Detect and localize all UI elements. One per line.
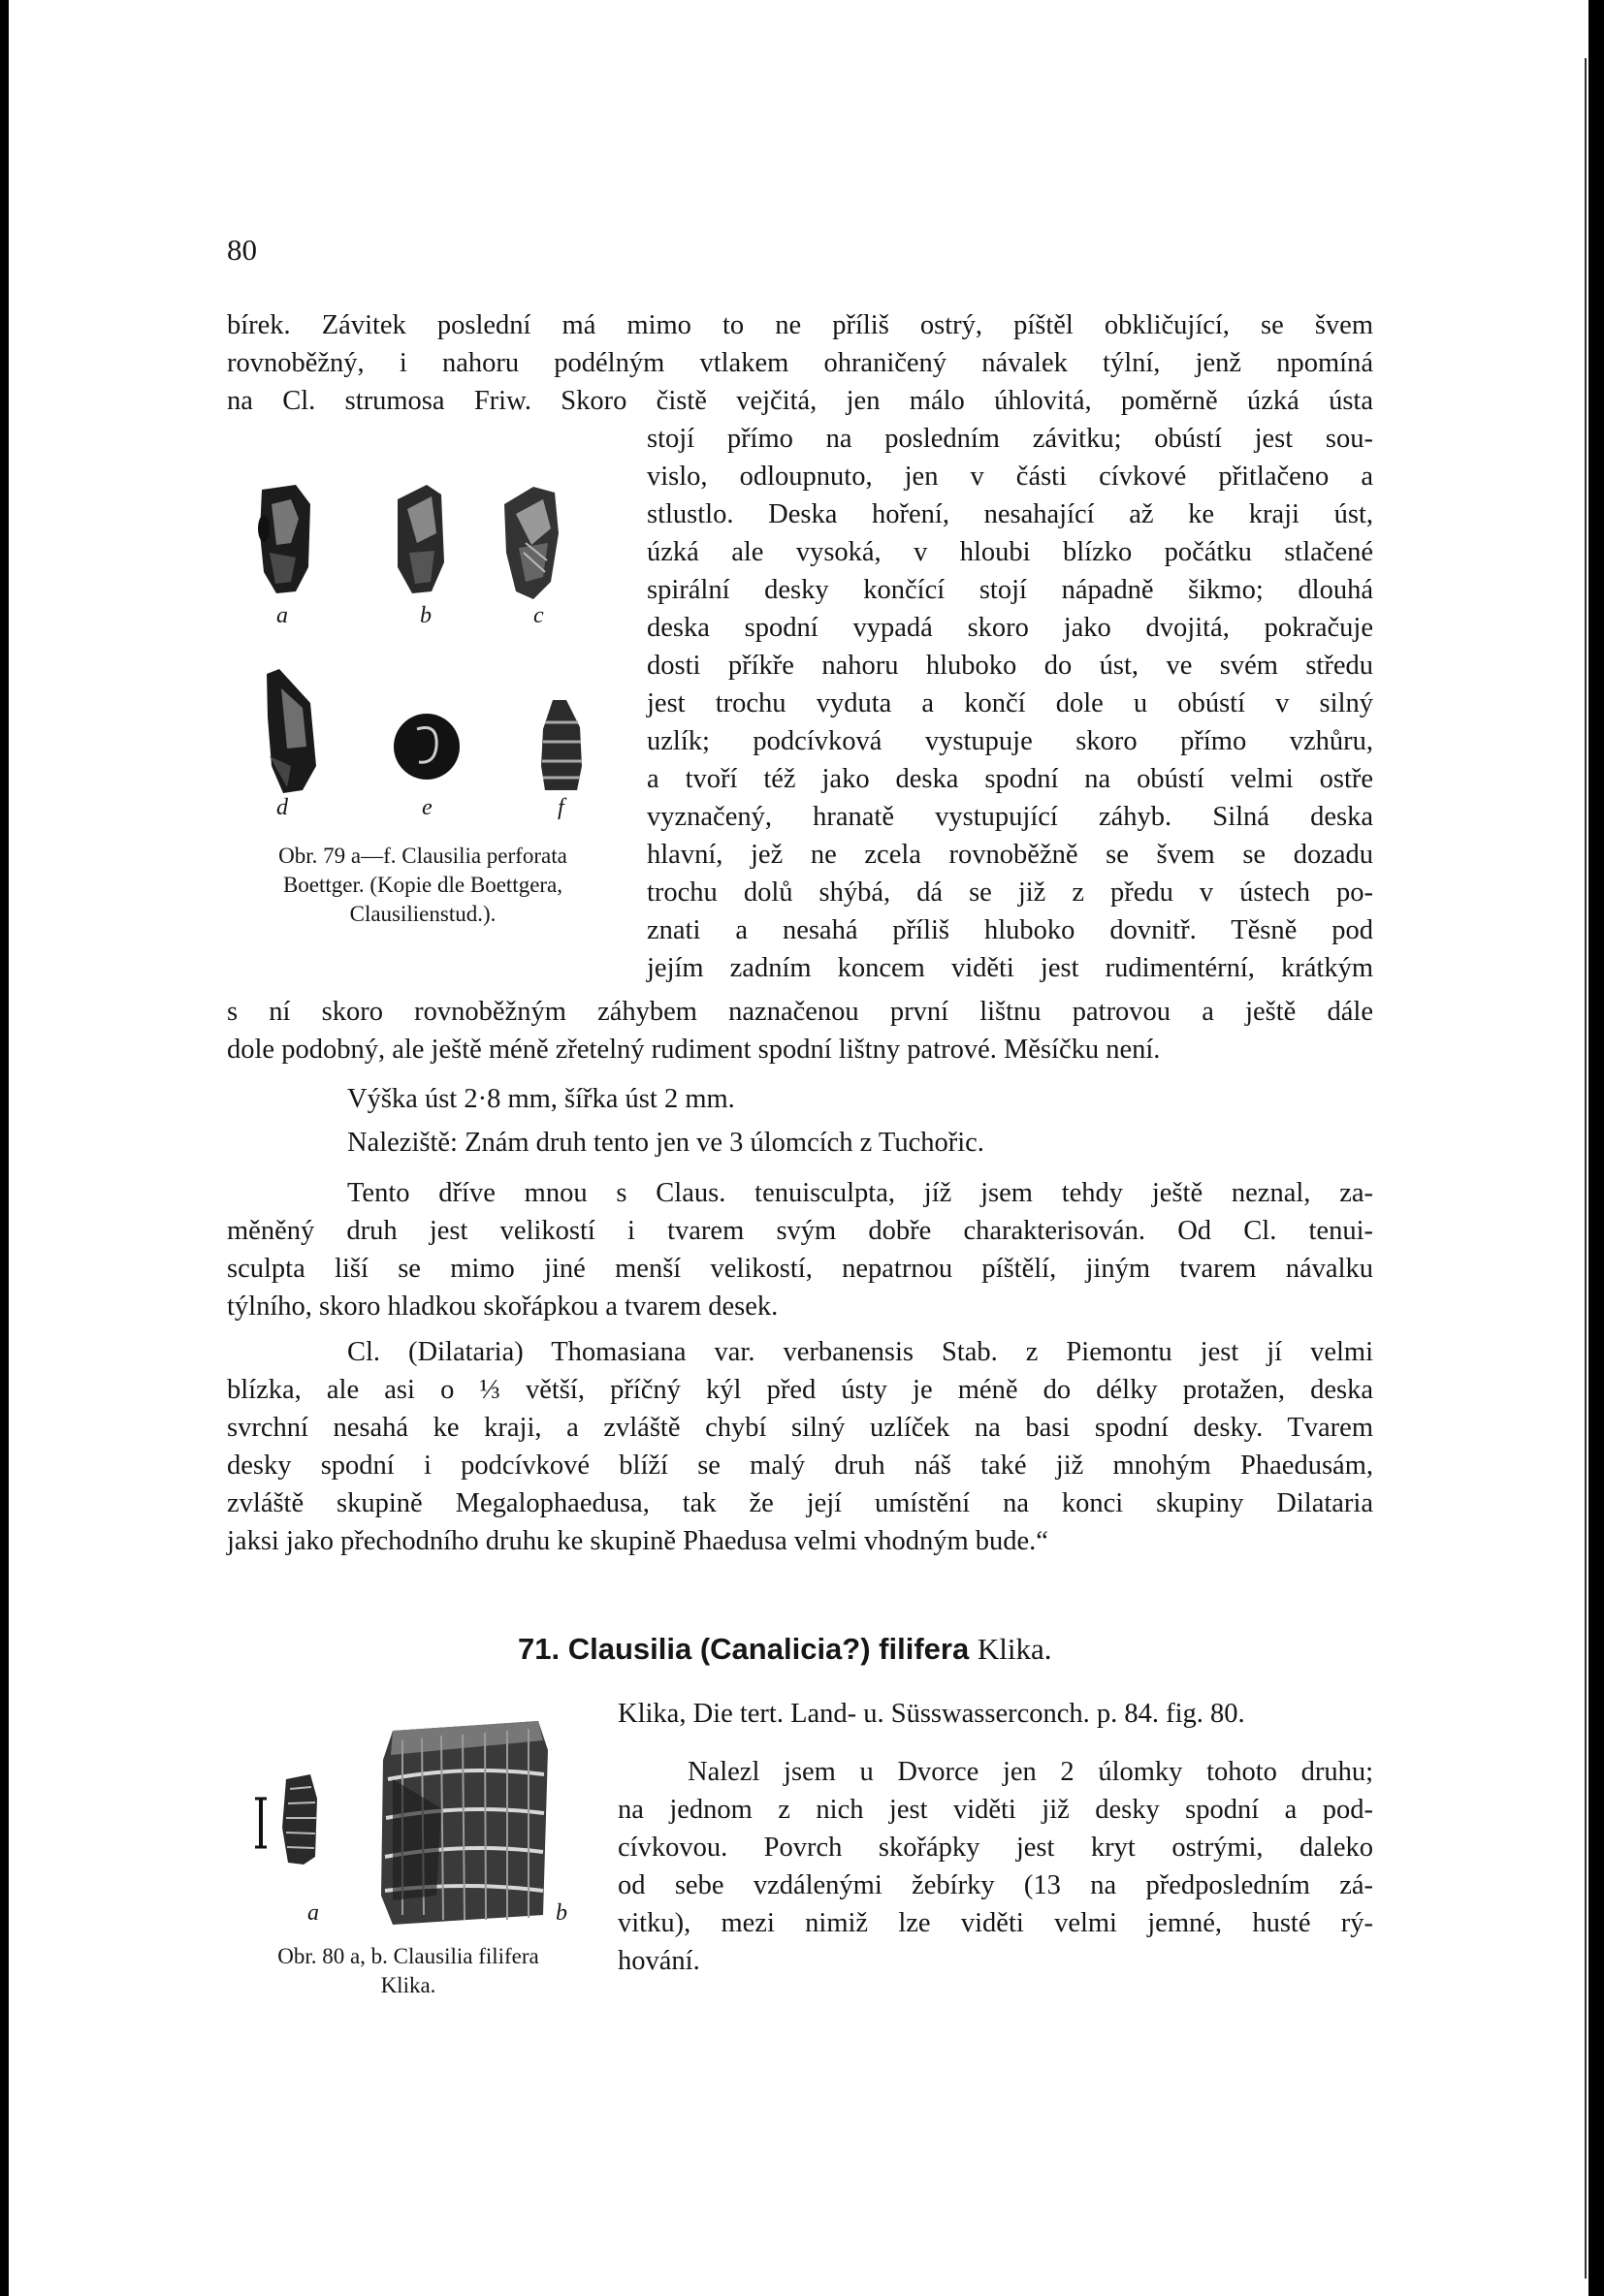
- text-line: blízka, ale asi o ⅓ větší, příčný kýl před ústy je méně do délky protažen, deska: [227, 1375, 1373, 1405]
- paragraph-wrap: [647, 420, 1373, 987]
- caption-line: Obr. 79 a—f. Clausilia perforata: [278, 844, 567, 868]
- text-line: hlavní, jež ne zcela rovnoběžně se švem se dozadu: [647, 840, 1373, 870]
- figure-label: a: [307, 1900, 319, 1926]
- figure-80-drawing: [247, 1721, 577, 1934]
- text-line: dole podobný, ale ještě méně zřetelný rudiment spodní lištny patrové. Měsíčku není.: [227, 1035, 1161, 1065]
- text-line: spirální desky končící stojí nápadně šikmo; dlouhá: [647, 575, 1373, 605]
- shell-a-icon: [258, 485, 310, 593]
- shell-e-icon: [394, 714, 460, 780]
- section-author: Klika.: [977, 1632, 1052, 1666]
- figure-label: b: [556, 1900, 567, 1926]
- paragraph-tenuisculpta: [227, 1174, 1373, 1325]
- section-number: 71.: [518, 1632, 561, 1666]
- text-line: desky spodní i podcívkové blíží se malý druh náš také již mnohým Phaedusám,: [227, 1451, 1373, 1481]
- figure-label: c: [533, 603, 544, 628]
- paragraph-dilataria: [227, 1333, 1373, 1560]
- text-line: a tvoří též jako deska spodní na obústí velmi ostře: [647, 764, 1373, 794]
- shell-fragment-large-icon: [381, 1721, 548, 1925]
- text-line: rovnoběžný, i nahoru podélným vtlakem ohraničený návalek týlní, jenž npomíná: [227, 348, 1373, 378]
- shell-d-icon: [267, 669, 316, 793]
- scan-border-left: [0, 0, 9, 2296]
- text-line: Nalezl jsem u Dvorce jen 2 úlomky tohoto druhu;: [688, 1757, 1373, 1787]
- figure-label: a: [276, 603, 288, 628]
- text-line: týlního, skoro hladkou skořápkou a tvarem desek.: [227, 1292, 779, 1322]
- text-line: bírek. Závitek poslední má mimo to ne příliš ostrý, píštěl obkličující, se švem: [227, 310, 1373, 340]
- text-line: vitku), mezi nimiž lze viděti velmi jemné, husté rý-: [618, 1908, 1373, 1938]
- text-line: měněný druh jest velikostí i tvarem svým dobře charakterisován. Od Cl. tenui-: [227, 1216, 1373, 1246]
- text-line: vyznačený, hranatě vystupující záhyb. Silná deska: [647, 802, 1373, 832]
- caption-line: Obr. 80 a, b. Clausilia filifera: [277, 1944, 539, 1968]
- text-line: hování.: [618, 1946, 700, 1976]
- caption-line: Boettger. (Kopie dle Boettgera,: [282, 873, 563, 897]
- paragraph-filifera: [618, 1753, 1373, 1980]
- page-number: 80: [227, 233, 257, 267]
- section-heading: [518, 1632, 1051, 1667]
- section-title: Clausilia (Canalicia?) filifera: [567, 1632, 970, 1666]
- text-line: trochu dolů shýbá, dá se již z předu v ústech po-: [647, 877, 1373, 908]
- text-line: jejím zadním koncem viděti jest rudimentérní, krátkým: [647, 953, 1373, 983]
- text-line: stojí přímo na posledním závitku; obústí jest sou-: [647, 424, 1373, 454]
- text-line: cívkovou. Povrch skořápky jest kryt ostrými, daleko: [618, 1833, 1373, 1863]
- scan-border-right: [1588, 0, 1604, 2296]
- shell-f-icon: [541, 700, 582, 790]
- text-line: Výška úst 2·8 mm, šířka úst 2 mm.: [347, 1084, 735, 1114]
- text-line: deska spodní vypadá skoro jako dvojitá, pokračuje: [647, 613, 1373, 643]
- text-line: Tento dříve mnou s Claus. tenuisculpta, jíž jsem tehdy ještě neznal, za-: [347, 1178, 1373, 1208]
- shell-b-icon: [398, 485, 444, 593]
- figure-label: d: [276, 795, 288, 820]
- figure-label: e: [422, 795, 433, 820]
- text-line: jest trochu vyduta a končí dole u obústí v silný: [647, 688, 1373, 718]
- figure-79: [242, 475, 621, 824]
- text-line: úzká ale vysoká, v hloubi blízko počátku stlačené: [647, 537, 1373, 567]
- shell-fragment-small-icon: [255, 1774, 317, 1865]
- paragraph-bottom: [227, 993, 1373, 1068]
- paragraph-top: [227, 306, 1373, 420]
- text-line: na jednom z nich jest viděti již desky spodní a pod-: [618, 1795, 1373, 1825]
- figure-80-caption: [229, 1942, 588, 2000]
- figure-80: [247, 1721, 577, 1934]
- caption-line: Clausilienstud.).: [349, 902, 497, 926]
- text-line: s ní skoro rovnoběžným záhybem naznačenou první lištnu patrovou a ještě dále: [227, 997, 1373, 1027]
- text-line: zvláště skupině Megalophaedusa, tak že její umístění na konci skupiny Dilataria: [227, 1488, 1373, 1518]
- text-line: jaksi jako přechodního druhu ke skupině Phaedusa velmi vhodným bude.“: [227, 1526, 1048, 1556]
- text-line: svrchní nesahá ke kraji, a zvláště chybí silný uzlíček na basi spodní desky. Tvarem: [227, 1413, 1373, 1443]
- shell-c-icon: [504, 487, 559, 599]
- measurements-line: [347, 1080, 1317, 1118]
- text-line: znati a nesahá příliš hluboko dovnitř. Těsně pod: [647, 915, 1373, 945]
- text-line: od sebe vzdálenými žebírky (13 na předposledním zá-: [618, 1870, 1373, 1900]
- text-line: na Cl. strumosa Friw. Skoro čistě vejčitá, jen málo úhlovitá, poměrně úzká ústa: [227, 386, 1373, 416]
- figure-79-drawing: [242, 475, 621, 824]
- figure-79-caption: [229, 842, 617, 929]
- figure-label: b: [420, 603, 432, 628]
- locality-line: [347, 1124, 1373, 1162]
- reference-line: [618, 1695, 1373, 1733]
- text-line: sculpta liší se mimo jiné menší velikostí, nepatrnou píštělí, jiným tvarem návalku: [227, 1254, 1373, 1284]
- text-line: Naleziště: Znám druh tento jen ve 3 úlomcích z Tuchořic.: [347, 1128, 984, 1158]
- text-line: Cl. (Dilataria) Thomasiana var. verbanensis Stab. z Piemontu jest jí velmi: [347, 1337, 1373, 1367]
- caption-line: Klika.: [380, 1973, 436, 1997]
- figure-label: f: [558, 795, 564, 820]
- text-line: dosti příkře nahoru hluboko do úst, ve svém středu: [647, 651, 1373, 681]
- scan-fold-line: [1585, 58, 1587, 2279]
- text-line: uzlík; podcívková vystupuje skoro přímo vzhůru,: [647, 726, 1373, 756]
- text-line: Klika, Die tert. Land- u. Süsswasserconch. p. 84. fig. 80.: [618, 1699, 1245, 1729]
- text-line: stlustlo. Deska hoření, nesahající až ke kraji úst,: [647, 499, 1373, 529]
- text-line: vislo, odloupnuto, jen v části cívkové přitlačeno a: [647, 462, 1373, 492]
